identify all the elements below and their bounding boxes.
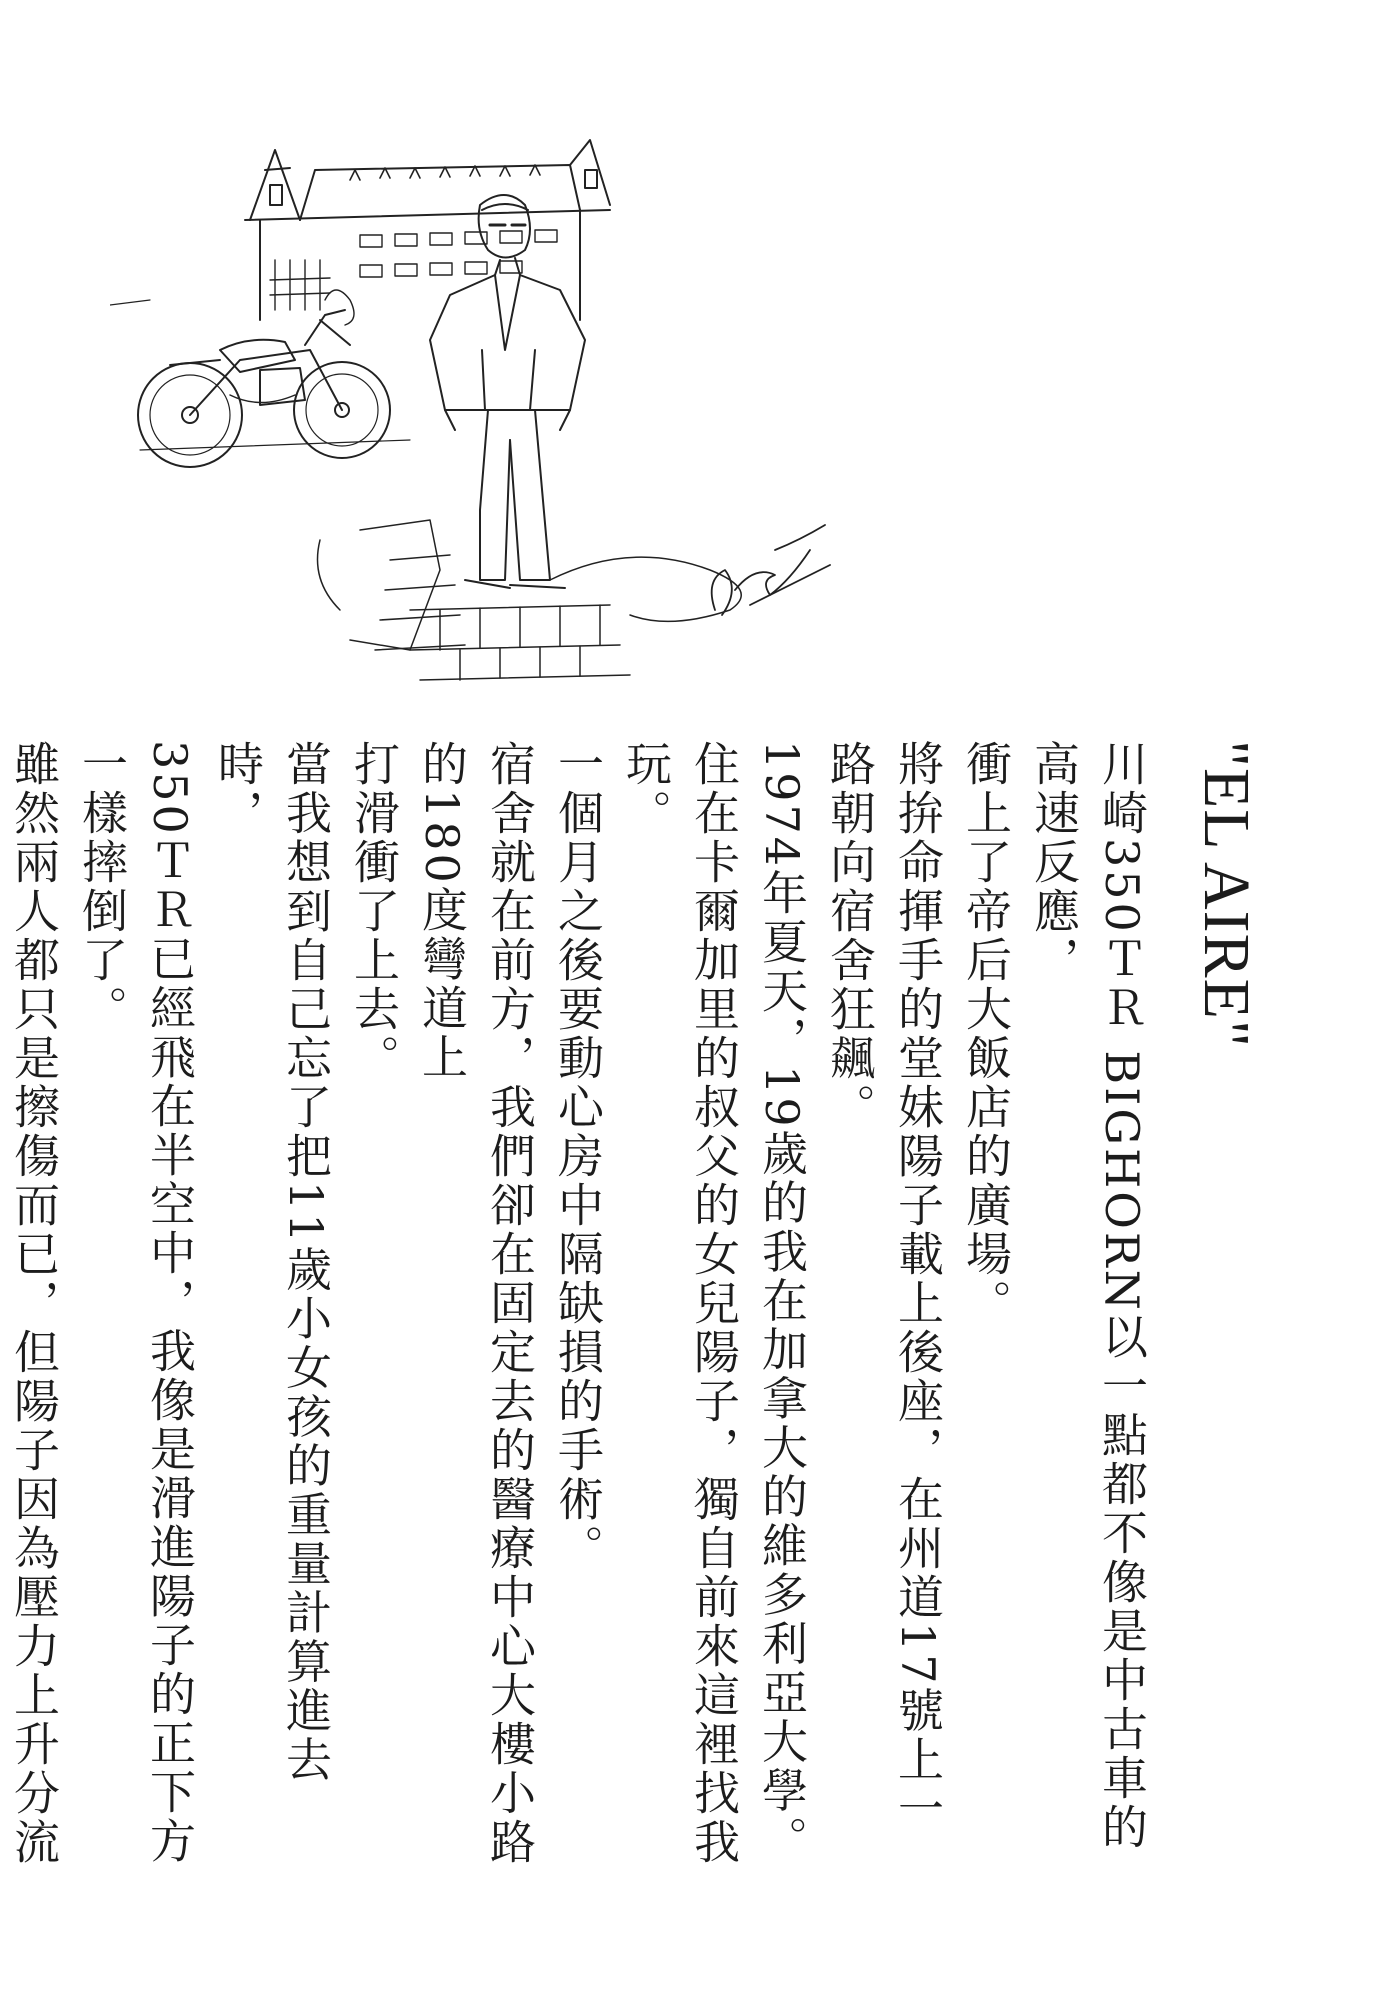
essay-line: 1974年夏天，19歲的我在加拿大的維多利亞大學。 xyxy=(755,740,809,1865)
essay-text xyxy=(7,740,1270,1880)
artist-signature xyxy=(712,525,830,615)
essay-line: 350ＴＲ已經飛在半空中，我像是滑進陽子的正下方一樣摔倒了。 xyxy=(75,740,197,1866)
essay-title: "EL AIRE" xyxy=(1190,740,1263,1048)
man-in-jacket-sketch xyxy=(430,195,585,588)
essay-line: 當我想到自己忘了把11歲小女孩的重量計算進去時， xyxy=(211,740,333,1785)
motorcycle-sketch xyxy=(110,300,410,467)
essay-line: 住在卡爾加里的叔父的女兒陽子，獨自前來這裡找我玩。 xyxy=(619,740,741,1867)
essay-line: 將拚命揮手的堂妹陽子載上後座，在州道17號上一路朝向宿舍狂飆。 xyxy=(823,740,945,1834)
stone-steps-sketch xyxy=(318,520,742,680)
essay-line: 川崎350ＴＲ BIGHORN以一點都不像是中古車的高速反應， xyxy=(1027,740,1149,1852)
essay-line: 衝上了帝后大飯店的廣場。 xyxy=(959,740,1013,1328)
illustration-sketch xyxy=(110,110,890,710)
hotel-building-sketch xyxy=(245,140,610,325)
essay-line: 一個月之後要動心房中隔缺損的手術。 xyxy=(551,740,605,1573)
essay-line: 宿舍就在前方，我們卻在固定去的醫療中心大樓小路的180度彎道上 xyxy=(415,740,537,1867)
essay-line: 打滑衝了上去。 xyxy=(347,740,401,1083)
essay-line: 雖然兩人都只是擦傷而已，但陽子因為壓力上升分流 xyxy=(7,740,61,1867)
